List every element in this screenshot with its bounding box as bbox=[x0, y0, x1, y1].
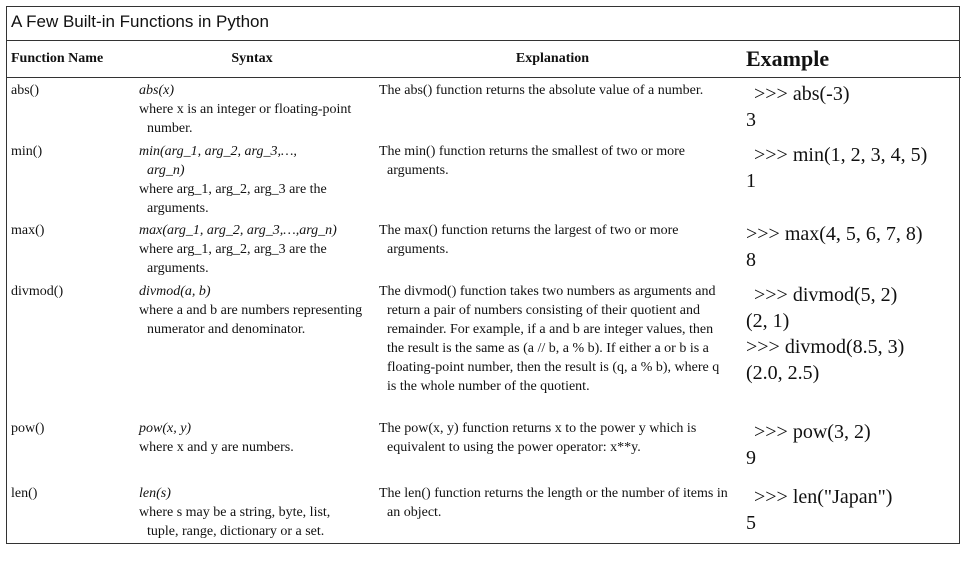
header-syntax: Syntax bbox=[135, 41, 369, 78]
example-input: >>> min(1, 2, 3, 4, 5) bbox=[754, 144, 928, 166]
functions-table-document bbox=[6, 6, 960, 544]
syntax-cell bbox=[135, 481, 369, 556]
example-cell bbox=[736, 218, 961, 279]
syntax-description: where arg_1, arg_2, arg_3 are the arguments. bbox=[139, 242, 327, 276]
table-row bbox=[7, 218, 961, 279]
function-name: divmod() bbox=[11, 284, 64, 299]
syntax-description: where s may be a string, byte, list, tuple, range, dictionary or a set. bbox=[139, 505, 331, 539]
syntax-signature: max(arg_1, arg_2, arg_3,…,arg_n) bbox=[139, 223, 337, 238]
syntax-signature-line-1: min(arg_1, arg_2, arg_3,…, bbox=[139, 144, 297, 159]
functions-table bbox=[7, 41, 961, 556]
header-function-name: Function Name bbox=[7, 41, 135, 78]
explanation-cell bbox=[369, 279, 736, 416]
example-output: 3 bbox=[746, 109, 756, 131]
example-input: >>> pow(3, 2) bbox=[754, 421, 871, 443]
table-row bbox=[7, 416, 961, 481]
function-name: max() bbox=[11, 223, 45, 238]
explanation-text: The divmod() function takes two numbers as arguments and return a pair of numbers consisting of their quotient and remainder. For example, if a and b are integer values, then the result is the same as (a // b, a % b). If either a or b is a floating-point number, then the result is (q, a % b), where q is the whole number of the quotient. bbox=[379, 284, 720, 394]
syntax-cell bbox=[135, 78, 369, 140]
table-row bbox=[7, 481, 961, 556]
explanation-cell bbox=[369, 218, 736, 279]
example-cell bbox=[736, 481, 961, 556]
explanation-cell bbox=[369, 481, 736, 556]
header-example: Example bbox=[736, 41, 961, 78]
table-row bbox=[7, 139, 961, 218]
example-cell bbox=[736, 416, 961, 481]
example-cell bbox=[736, 139, 961, 218]
syntax-description: where arg_1, arg_2, arg_3 are the arguments. bbox=[139, 182, 327, 216]
syntax-signature: divmod(a, b) bbox=[139, 284, 211, 299]
function-name: len() bbox=[11, 486, 38, 501]
example-input: >>> len("Japan") bbox=[754, 486, 893, 508]
explanation-text: The min() function returns the smallest of two or more arguments. bbox=[379, 144, 685, 178]
example-output: (2, 1) bbox=[746, 310, 790, 332]
example-output-2: (2.0, 2.5) bbox=[746, 362, 820, 384]
explanation-text: The len() function returns the length or the number of items in an object. bbox=[379, 486, 728, 520]
header-explanation: Explanation bbox=[369, 41, 736, 78]
syntax-signature: pow(x, y) bbox=[139, 421, 192, 436]
example-output: 5 bbox=[746, 512, 756, 534]
example-output: 8 bbox=[746, 249, 756, 271]
explanation-text: The max() function returns the largest of two or more arguments. bbox=[379, 223, 679, 257]
syntax-description: where x and y are numbers. bbox=[139, 440, 294, 455]
explanation-cell bbox=[369, 78, 736, 140]
example-cell bbox=[736, 78, 961, 140]
example-input: >>> max(4, 5, 6, 7, 8) bbox=[746, 223, 923, 245]
table-row bbox=[7, 78, 961, 140]
explanation-text: The pow(x, y) function returns x to the power y which is equivalent to using the power operator: x**y. bbox=[379, 421, 697, 455]
syntax-signature: abs(x) bbox=[139, 83, 174, 98]
example-output: 9 bbox=[746, 447, 756, 469]
function-name: pow() bbox=[11, 421, 45, 436]
table-row bbox=[7, 279, 961, 416]
syntax-signature: len(s) bbox=[139, 486, 171, 501]
explanation-cell bbox=[369, 139, 736, 218]
syntax-cell bbox=[135, 218, 369, 279]
example-input: >>> abs(-3) bbox=[754, 83, 850, 105]
syntax-cell bbox=[135, 139, 369, 218]
example-cell bbox=[736, 279, 961, 416]
syntax-cell bbox=[135, 416, 369, 481]
syntax-description: where x is an integer or floating-point number. bbox=[139, 102, 352, 136]
explanation-text: The abs() function returns the absolute value of a number. bbox=[379, 83, 704, 98]
table-title: A Few Built-in Functions in Python bbox=[7, 7, 959, 41]
syntax-cell bbox=[135, 279, 369, 416]
function-name: min() bbox=[11, 144, 43, 159]
example-output: 1 bbox=[746, 170, 756, 192]
syntax-description: where a and b are numbers representing numerator and denominator. bbox=[139, 303, 363, 337]
function-name: abs() bbox=[11, 83, 39, 98]
syntax-signature bbox=[139, 142, 365, 180]
syntax-signature-line-2: arg_n) bbox=[147, 163, 185, 178]
example-input: >>> divmod(5, 2) bbox=[754, 284, 898, 306]
example-input-2: >>> divmod(8.5, 3) bbox=[746, 336, 905, 358]
explanation-cell bbox=[369, 416, 736, 481]
header-row bbox=[7, 41, 961, 78]
